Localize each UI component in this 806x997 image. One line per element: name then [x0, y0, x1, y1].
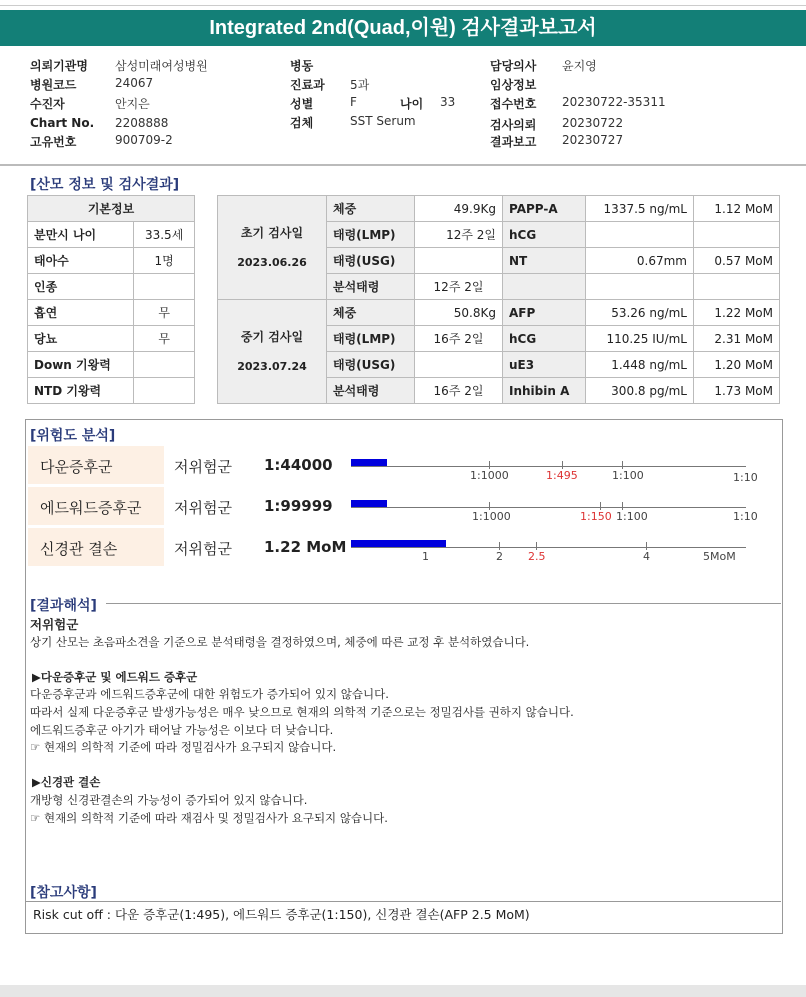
marker-mom: 2.31 MoM [694, 326, 780, 352]
interpretation-heading: 저위험군 [30, 617, 79, 632]
risk-name: 신경관 결손 [40, 540, 118, 558]
tick-label: 4 [643, 550, 650, 563]
risk-axis [351, 466, 746, 467]
axis-tick [499, 542, 500, 550]
header-value: 20230722-35311 [562, 95, 666, 109]
test-param-value: 12주 2일 [415, 222, 503, 248]
table-row [28, 326, 195, 352]
test-param-value: 16주 2일 [415, 326, 503, 352]
marker-result [586, 222, 694, 248]
tick-label: 1:100 [616, 510, 648, 523]
marker-result: 1.448 ng/mL [586, 352, 694, 378]
tick-label: 1:1000 [470, 469, 509, 482]
marker-result: 1337.5 ng/mL [586, 196, 694, 222]
marker-name: hCG [503, 326, 586, 352]
table-row [28, 274, 195, 300]
test-param-label: 분석태령 [327, 378, 415, 404]
interpretation-subheading: ▶신경관 결손 [32, 775, 101, 789]
basic-info-value: 1명 [134, 248, 195, 274]
header-label: 고유번호 [30, 135, 77, 149]
axis-tick [622, 461, 623, 469]
header-label: 성별 [290, 97, 314, 111]
marker-result: 300.8 pg/mL [586, 378, 694, 404]
tick-label-cutoff: 1:495 [546, 469, 578, 482]
risk-name: 다운증후군 [40, 458, 113, 476]
header-label: 의뢰기관명 [30, 59, 88, 73]
test-param-value: 16주 2일 [415, 378, 503, 404]
axis-tick [562, 461, 563, 469]
section-title-risk: [위험도 분석] [30, 428, 116, 444]
marker-mom [694, 274, 780, 300]
basic-info-label: Down 기왕력 [28, 352, 134, 378]
basic-info-label: 태아수 [28, 248, 134, 274]
test-param-value: 50.8Kg [415, 300, 503, 326]
risk-value: 1.22 MoM [264, 538, 347, 556]
axis-tick [489, 502, 490, 510]
basic-info-value: 무 [134, 300, 195, 326]
marker-mom [694, 222, 780, 248]
header-value: 삼성미래여성병원 [115, 59, 208, 73]
test-period-name: 초기 검사일 [240, 225, 304, 240]
header-value: 900709-2 [115, 133, 173, 147]
age-label: 나이 [400, 97, 424, 111]
header-value: 윤지영 [562, 59, 597, 73]
header-label: 병원코드 [30, 78, 77, 92]
table-row [28, 352, 195, 378]
marker-name: hCG [503, 222, 586, 248]
risk-axis [351, 507, 746, 508]
interpretation-line: 에드워드증후군 아기가 태어날 가능성은 이보다 더 낮습니다. [30, 723, 334, 737]
header-label: 검체 [290, 116, 314, 130]
risk-group: 저위험군 [174, 540, 232, 558]
section-title-reference: [참고사항] [30, 885, 97, 901]
tick-label: 1:10 [733, 471, 758, 484]
tick-label: 2 [496, 550, 503, 563]
tick-label: 1 [422, 550, 429, 563]
marker-result [586, 274, 694, 300]
header-value: 2208888 [115, 116, 169, 130]
basic-info-header: 기본정보 [28, 196, 195, 222]
top-rule [0, 5, 806, 6]
test-param-value: 12주 2일 [415, 274, 503, 300]
axis-tick [646, 542, 647, 550]
header-label: 진료과 [290, 78, 325, 92]
header-value: SST Serum [350, 114, 416, 128]
tick-label: 1:100 [612, 469, 644, 482]
risk-group: 저위험군 [174, 499, 232, 517]
test-param-label: 태령(LMP) [327, 222, 415, 248]
risk-value: 1:44000 [264, 456, 333, 474]
test-period-name: 중기 검사일 [240, 329, 304, 344]
marker-name: AFP [503, 300, 586, 326]
axis-tick [489, 461, 490, 469]
test-param-label: 태령(USG) [327, 352, 415, 378]
header-value: F [350, 95, 357, 109]
header-value: 20230727 [562, 133, 624, 147]
header-label: 임상정보 [490, 78, 537, 92]
header-value: 20230722 [562, 116, 624, 130]
risk-axis [351, 547, 746, 548]
marker-name: Inhibin A [503, 378, 586, 404]
test-period-cell [218, 300, 327, 404]
basic-info-label: 인종 [28, 274, 134, 300]
basic-info-label: NTD 기왕력 [28, 378, 134, 404]
basic-info-label: 분만시 나이 [28, 222, 134, 248]
basic-info-label: 당뇨 [28, 326, 134, 352]
marker-mom: 1.20 MoM [694, 352, 780, 378]
header-value: 5과 [350, 78, 370, 92]
table-row [218, 300, 780, 326]
risk-name: 에드워드증후군 [40, 499, 142, 517]
basic-info-label: 흡연 [28, 300, 134, 326]
test-param-label: 분석태령 [327, 274, 415, 300]
marker-name: NT [503, 248, 586, 274]
header-label: 검사의뢰 [490, 118, 537, 132]
axis-tick [536, 542, 537, 550]
section-title-interpretation: [결과해석] [30, 598, 97, 614]
section-title-maternal: [산모 정보 및 검사결과] [30, 177, 180, 193]
interpretation-line: 상기 산모는 초음파소견을 기준으로 분석태령을 결정하였으며, 체중에 따른 교정 후 분석하였습니다. [30, 635, 530, 649]
tick-label: 1:1000 [472, 510, 511, 523]
age-value: 33 [440, 95, 456, 109]
basic-info-table [27, 195, 195, 404]
axis-tick [622, 502, 623, 510]
basic-info-value [134, 352, 195, 378]
table-row [28, 222, 195, 248]
table-row [28, 378, 195, 404]
reference-text: Risk cut off : 다운 증후군(1:495), 에드워드 증후군(1:150), 신경관 결손(AFP 2.5 MoM) [33, 907, 530, 922]
axis-tick [600, 502, 601, 510]
test-period-cell [218, 196, 327, 300]
marker-result: 53.26 ng/mL [586, 300, 694, 326]
basic-info-value: 33.5세 [134, 222, 195, 248]
test-param-value [415, 248, 503, 274]
tick-label: 5MoM [703, 550, 736, 563]
marker-result: 110.25 IU/mL [586, 326, 694, 352]
footer-bar [0, 985, 806, 997]
risk-group: 저위험군 [174, 458, 232, 476]
test-param-value: 49.9Kg [415, 196, 503, 222]
marker-name: uE3 [503, 352, 586, 378]
marker-mom: 0.57 MoM [694, 248, 780, 274]
test-param-label: 체중 [327, 196, 415, 222]
header-label: Chart No. [30, 116, 95, 130]
interpretation-line: 다운증후군과 에드워드증후군에 대한 위험도가 증가되어 있지 않습니다. [30, 687, 389, 701]
interpretation-line: 따라서 실제 다운증후군 발생가능성은 매우 낮으므로 현재의 의학적 기준으로는 정밀검사를 권하지 않습니다. [30, 705, 574, 719]
marker-mom: 1.22 MoM [694, 300, 780, 326]
basic-info-value [134, 274, 195, 300]
risk-value: 1:99999 [264, 497, 333, 515]
test-period-date: 2023.07.24 [237, 359, 307, 373]
header-value: 안지은 [115, 97, 150, 111]
marker-name [503, 274, 586, 300]
table-row [28, 300, 195, 326]
header-label: 결과보고 [490, 135, 537, 149]
test-param-label: 체중 [327, 300, 415, 326]
basic-info-value [134, 378, 195, 404]
tick-label-cutoff: 1:150 [580, 510, 612, 523]
header-label: 담당의사 [490, 59, 537, 73]
section-rule [26, 901, 781, 902]
tick-label-cutoff: 2.5 [528, 550, 546, 563]
interpretation-line: 개방형 신경관결손의 가능성이 증가되어 있지 않습니다. [30, 793, 308, 807]
interpretation-subheading: ▶다운증후군 및 에드워드 증후군 [32, 670, 198, 684]
test-param-value [415, 352, 503, 378]
marker-result: 0.67mm [586, 248, 694, 274]
table-row [28, 248, 195, 274]
header-label: 수진자 [30, 97, 65, 111]
header-label: 접수번호 [490, 97, 537, 111]
tick-label: 1:10 [733, 510, 758, 523]
interpretation-line: ☞ 현재의 의학적 기준에 따라 재검사 및 정밀검사가 요구되지 않습니다. [30, 811, 388, 825]
header-value: 24067 [115, 76, 154, 90]
test-param-label: 태령(LMP) [327, 326, 415, 352]
interpretation-line: ☞ 현재의 의학적 기준에 따라 정밀검사가 요구되지 않습니다. [30, 740, 337, 754]
test-results-table [217, 195, 780, 404]
header-label: 병동 [290, 59, 314, 73]
marker-mom: 1.12 MoM [694, 196, 780, 222]
section-rule [106, 603, 781, 604]
test-param-label: 태령(USG) [327, 248, 415, 274]
basic-info-value: 무 [134, 326, 195, 352]
header-separator [0, 164, 806, 166]
report-title: Integrated 2nd(Quad,이원) 검사결과보고서 [0, 10, 806, 46]
test-period-date: 2023.06.26 [237, 255, 307, 269]
marker-mom: 1.73 MoM [694, 378, 780, 404]
marker-name: PAPP-A [503, 196, 586, 222]
table-row [218, 196, 780, 222]
